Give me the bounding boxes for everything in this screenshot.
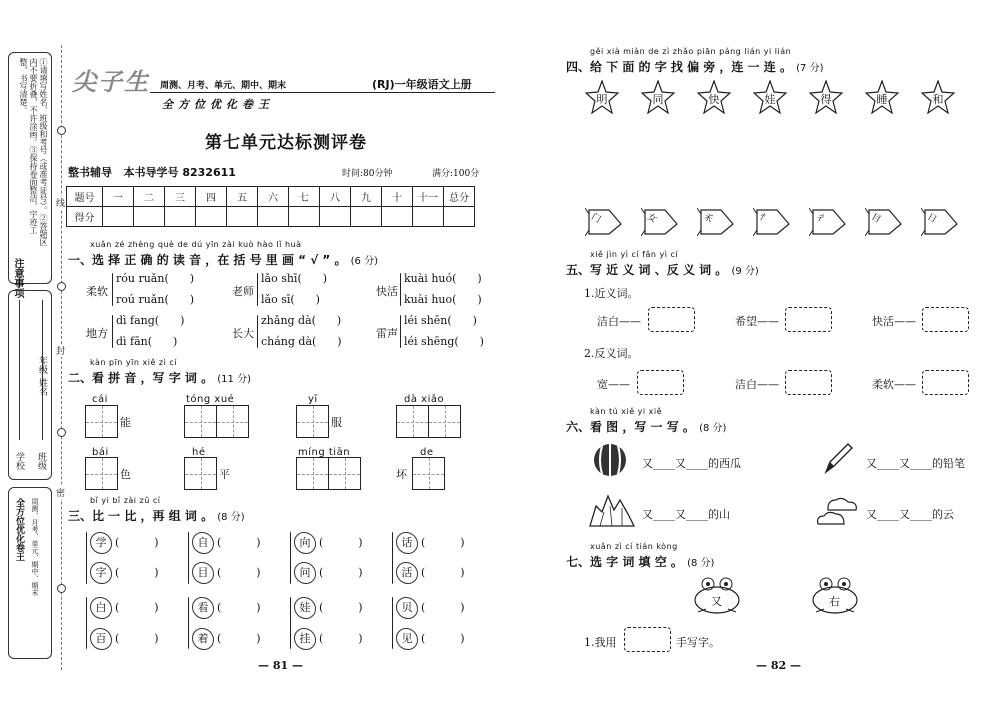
q7-sentence-before: 1.我用 [584, 636, 617, 649]
q5-heading [566, 261, 759, 278]
answer-box[interactable] [922, 307, 969, 332]
q1-word: 长大 [232, 327, 254, 340]
q2-item-pinyin: de [420, 447, 434, 458]
q1-word: 地方 [86, 327, 108, 340]
table-cell: 二 [134, 187, 165, 207]
q1-word: 快活 [376, 285, 398, 298]
score-input-cell[interactable] [413, 207, 444, 227]
table-cell: 总分 [444, 187, 475, 207]
syn-word: 洁白—— [597, 315, 641, 328]
answer-paren[interactable]: ( ) [421, 536, 465, 549]
answer-paren[interactable]: ( ) [115, 632, 159, 645]
q1-heading-text: 一、选 择 正 确 的 读 音 ，在 括 号 里 画 “ √ ” 。 [68, 253, 347, 267]
star-label: 得 [820, 93, 832, 106]
table-cell: 十一 [413, 187, 444, 207]
q3-pinyin: bǐ yi bǐ zài zǔ cí [90, 496, 161, 505]
q6-points: (8 分) [699, 423, 727, 434]
table-cell: 得分 [67, 207, 103, 227]
frog-label: 右 [829, 595, 840, 608]
flower-char: 向 [294, 532, 316, 554]
frog-option[interactable] [810, 576, 860, 616]
writing-grid[interactable] [328, 457, 361, 490]
q2-item-pinyin: tóng xué [186, 394, 235, 405]
table-cell: 七 [289, 187, 320, 207]
q2-heading-text: 二、看 拼 音 ，写 字 词 。 [68, 371, 214, 385]
score-table-row [67, 187, 475, 207]
q7-heading [566, 553, 714, 570]
syn-word: 快活—— [872, 315, 916, 328]
q3-heading-text: 三、比 一 比 ，再 组 词 。 [68, 509, 214, 523]
rocket-label: 目 [869, 212, 883, 226]
seal-label: 密 [56, 486, 65, 499]
writing-grid[interactable] [184, 405, 217, 438]
q2-pinyin: kàn pīn yīn xiě zì cí [90, 358, 177, 367]
answer-paren[interactable]: ( ) [319, 536, 363, 549]
writing-grid[interactable] [412, 457, 445, 490]
answer-paren[interactable]: ( ) [421, 632, 465, 645]
table-cell: 九 [351, 187, 382, 207]
q1-option[interactable]: dì fān( ) [116, 335, 178, 348]
score-input-cell[interactable] [103, 207, 134, 227]
table-cell: 十 [382, 187, 413, 207]
answer-paren[interactable]: ( ) [319, 566, 363, 579]
q7-pinyin: xuǎn zì cí tián kòng [590, 542, 678, 551]
q5-sub1: 1.近义词。 [584, 287, 639, 300]
answer-paren[interactable]: ( ) [115, 601, 159, 614]
q2-item-pinyin: míng tiān [298, 447, 351, 458]
frog-option[interactable] [692, 576, 742, 616]
q4-points: (7 分) [796, 63, 824, 74]
rocket-radical[interactable] [585, 204, 625, 240]
flower-char: 着 [192, 628, 214, 650]
seal-label: 线 [56, 196, 65, 209]
brand-slogan: 全方位优化卷王 [162, 98, 274, 111]
flower-char: 活 [396, 562, 418, 584]
field-school: 学校 [14, 452, 24, 470]
answer-box[interactable] [624, 627, 671, 652]
answer-paren[interactable]: ( ) [319, 632, 363, 645]
q1-pinyin: xuǎn zé zhèng què de dú yīn zài kuò hào lǐ huà [90, 240, 302, 249]
q1-option[interactable]: roú ruǎn( ) [116, 293, 195, 306]
table-cell: 八 [320, 187, 351, 207]
notice-title: 注意事项 [12, 258, 23, 298]
writing-grid[interactable] [216, 405, 249, 438]
q1-option[interactable]: lǎo sī( ) [261, 293, 320, 306]
flower-char: 贝 [396, 597, 418, 619]
ant-word: 洁白—— [735, 378, 779, 391]
binding-hole [57, 126, 66, 135]
q1-option[interactable]: zhǎng dà( ) [261, 314, 342, 327]
score-input-cell[interactable] [134, 207, 165, 227]
q1-option[interactable]: cháng dà( ) [261, 335, 342, 348]
rocket-radical[interactable] [865, 204, 905, 240]
q5-sub2: 2.反义词。 [584, 347, 639, 360]
star-char[interactable] [753, 80, 787, 114]
field-class: 班级 [36, 452, 46, 470]
score-table-row [67, 207, 475, 227]
writing-grid[interactable] [85, 457, 118, 490]
q6-item[interactable]: 又____又____的云 [866, 508, 954, 521]
answer-box[interactable] [637, 370, 684, 395]
flower-char: 问 [294, 562, 316, 584]
rocket-label: 忄 [757, 212, 771, 226]
q2-char: 色 [120, 468, 131, 481]
writing-grid[interactable] [428, 405, 461, 438]
score-input-cell[interactable] [351, 207, 382, 227]
q2-item-pinyin: cái [92, 394, 108, 405]
rocket-label: 日 [925, 212, 939, 226]
q7-sentence-after: 手写字。 [676, 636, 720, 649]
rocket-label: 女 [645, 212, 659, 226]
q1-word: 老师 [232, 285, 254, 298]
q5-points: (9 分) [731, 266, 759, 277]
q1-option[interactable]: kuài huo( ) [404, 293, 482, 306]
writing-grid[interactable] [85, 405, 118, 438]
answer-box[interactable] [785, 370, 832, 395]
q1-option[interactable]: dì fang( ) [116, 314, 185, 327]
q2-item-pinyin: dà xiǎo [404, 394, 445, 405]
brand-sub: 周测、月考、单元、期中、期末 [31, 498, 39, 596]
rocket-radical[interactable] [921, 204, 961, 240]
q7-heading-text: 七、选 字 词 填 空 。 [566, 555, 683, 569]
q3-points: (8 分) [217, 512, 245, 523]
star-label: 同 [652, 93, 664, 106]
q2-item-pinyin: yī [308, 394, 318, 405]
seal-label: 封 [56, 344, 65, 357]
q5-pinyin: xiě jìn yì cí fǎn yì cí [590, 250, 679, 259]
q6-pinyin: kàn tú xiě yi xiě [590, 407, 663, 416]
q2-char: 服 [331, 416, 342, 429]
answer-paren[interactable]: ( ) [115, 566, 159, 579]
mountain-icon [588, 492, 636, 528]
star-label: 和 [932, 93, 944, 106]
guide-num-label: 本书导学号 [123, 166, 179, 179]
rocket-radical[interactable] [809, 204, 849, 240]
q1-points: (6 分) [350, 256, 378, 267]
star-char[interactable] [921, 80, 955, 114]
star-char[interactable] [641, 80, 675, 114]
binding-line [61, 45, 62, 670]
score-input-cell[interactable] [165, 207, 196, 227]
q2-item-pinyin: hé [192, 447, 206, 458]
star-label: 娃 [764, 93, 776, 106]
answer-box[interactable] [648, 307, 695, 332]
flower-char: 挂 [294, 628, 316, 650]
q2-item-pinyin: bái [92, 447, 109, 458]
answer-paren[interactable]: ( ) [421, 601, 465, 614]
star-label: 明 [596, 93, 608, 106]
rocket-radical[interactable] [641, 204, 681, 240]
page-number: — 81 — [258, 659, 303, 672]
score-input-cell[interactable] [258, 207, 289, 227]
q6-item[interactable]: 又____又____的山 [642, 508, 730, 521]
flower-char: 学 [90, 532, 112, 554]
writing-grid[interactable] [296, 405, 329, 438]
brand-vertical: 全方位优化卷王 [14, 498, 24, 561]
answer-paren[interactable]: ( ) [421, 566, 465, 579]
q4-pinyin: gěi xià miàn de zì zhǎo piān páng lián yi lián [590, 47, 792, 56]
score-input-cell[interactable] [227, 207, 258, 227]
time-info: 时间:80分钟 [342, 169, 393, 179]
q2-heading [68, 369, 251, 386]
answer-paren[interactable]: ( ) [217, 566, 261, 579]
q1-option[interactable]: lǎo shī( ) [261, 272, 328, 285]
frog-label: 又 [711, 595, 722, 608]
score-input-cell[interactable] [320, 207, 351, 227]
q1-word: 柔软 [86, 285, 108, 298]
flower-char: 目 [192, 562, 214, 584]
score-input-cell[interactable] [382, 207, 413, 227]
q4-heading-text: 四、给 下 面 的 字 找 偏 旁 ，连 一 连 。 [566, 60, 792, 74]
guide-number: 8232611 [182, 166, 236, 179]
ant-word: 柔软—— [872, 378, 916, 391]
score-input-cell[interactable] [289, 207, 320, 227]
cloud-icon [814, 494, 862, 528]
star-char[interactable] [809, 80, 843, 114]
q1-option[interactable]: róu ruǎn( ) [116, 272, 195, 285]
field-grade: 年级 [37, 356, 47, 374]
q1-heading [68, 251, 378, 268]
writing-grid[interactable] [396, 405, 429, 438]
binding-hole [57, 282, 66, 291]
q1-option[interactable]: léi shēng( ) [404, 335, 484, 348]
brand-logo: 尖子生 [72, 68, 150, 96]
star-char[interactable] [697, 80, 731, 114]
score-input-cell[interactable] [444, 207, 475, 227]
table-cell: 四 [196, 187, 227, 207]
q6-item[interactable]: 又____又____的西瓜 [642, 457, 741, 470]
watermelon-icon [592, 442, 628, 478]
q6-heading [566, 418, 726, 435]
ant-word: 宽—— [597, 378, 630, 391]
score-table [66, 186, 475, 227]
rocket-label: 彳 [813, 212, 827, 226]
answer-paren[interactable]: ( ) [319, 601, 363, 614]
binding-hole [57, 428, 66, 437]
star-char[interactable] [585, 80, 619, 114]
answer-paren[interactable]: ( ) [217, 601, 261, 614]
q2-char: 平 [219, 468, 230, 481]
answer-paren[interactable]: ( ) [217, 632, 261, 645]
star-label: 快 [708, 93, 720, 106]
pencil-icon [820, 440, 856, 476]
answer-box[interactable] [922, 370, 969, 395]
flower-char: 娃 [294, 597, 316, 619]
header-rule [150, 92, 495, 93]
table-cell: 题号 [67, 187, 103, 207]
writing-grid[interactable] [296, 457, 329, 490]
rocket-radical[interactable] [753, 204, 793, 240]
answer-paren[interactable]: ( ) [217, 536, 261, 549]
q6-item[interactable]: 又____又____的铅笔 [866, 457, 965, 470]
q3-heading [68, 507, 245, 524]
flower-char: 字 [90, 562, 112, 584]
table-cell: 一 [103, 187, 134, 207]
header-book: (RJ)一年级语文上册 [372, 78, 472, 91]
table-cell: 三 [165, 187, 196, 207]
full-score: 满分:100分 [432, 169, 480, 179]
q1-option[interactable]: kuài huó( ) [404, 272, 482, 285]
writing-grid[interactable] [184, 457, 217, 490]
flower-char: 看 [192, 597, 214, 619]
page-number: — 82 — [756, 659, 801, 672]
syn-word: 希望—— [735, 315, 779, 328]
answer-box[interactable] [785, 307, 832, 332]
table-cell: 六 [258, 187, 289, 207]
q1-word: 雷声 [376, 327, 398, 340]
q7-points: (8 分) [687, 558, 715, 569]
rocket-radical[interactable] [697, 204, 737, 240]
q5-heading-text: 五、写 近 义 词 、反 义 词 。 [566, 263, 728, 277]
q1-option[interactable]: léi shēn( ) [404, 314, 477, 327]
binding-hole [57, 584, 66, 593]
rocket-label: 门 [589, 212, 603, 226]
flower-char: 自 [192, 532, 214, 554]
flower-char: 白 [90, 597, 112, 619]
rocket-label: 禾 [701, 212, 715, 226]
answer-paren[interactable]: ( ) [115, 536, 159, 549]
flower-char: 百 [90, 628, 112, 650]
flower-char: 见 [396, 628, 418, 650]
page-title: 第七单元达标测评卷 [205, 133, 367, 153]
star-char[interactable] [865, 80, 899, 114]
q2-points: (11 分) [217, 374, 251, 385]
field-name: 姓名 [37, 378, 47, 396]
q4-heading [566, 58, 824, 75]
header-tests: 周测、月考、单元、期中、期末 [160, 81, 287, 91]
q2-char: 能 [120, 416, 131, 429]
flower-char: 话 [396, 532, 418, 554]
q2-char: 坏 [396, 468, 407, 481]
star-label: 睡 [876, 93, 888, 106]
guide-label-text: 整书辅导 [68, 166, 112, 179]
q6-heading-text: 六、看 图 ，写 一 写 。 [566, 420, 695, 434]
notice-text: ①请填写姓名、班级和考号（或准考证号）。②答题区内不要折叠，不许涂画。③保持卷面整洁，字迹工整，书写清楚。 [19, 58, 48, 246]
guide-label [68, 164, 236, 180]
table-cell: 五 [227, 187, 258, 207]
score-input-cell[interactable] [196, 207, 227, 227]
